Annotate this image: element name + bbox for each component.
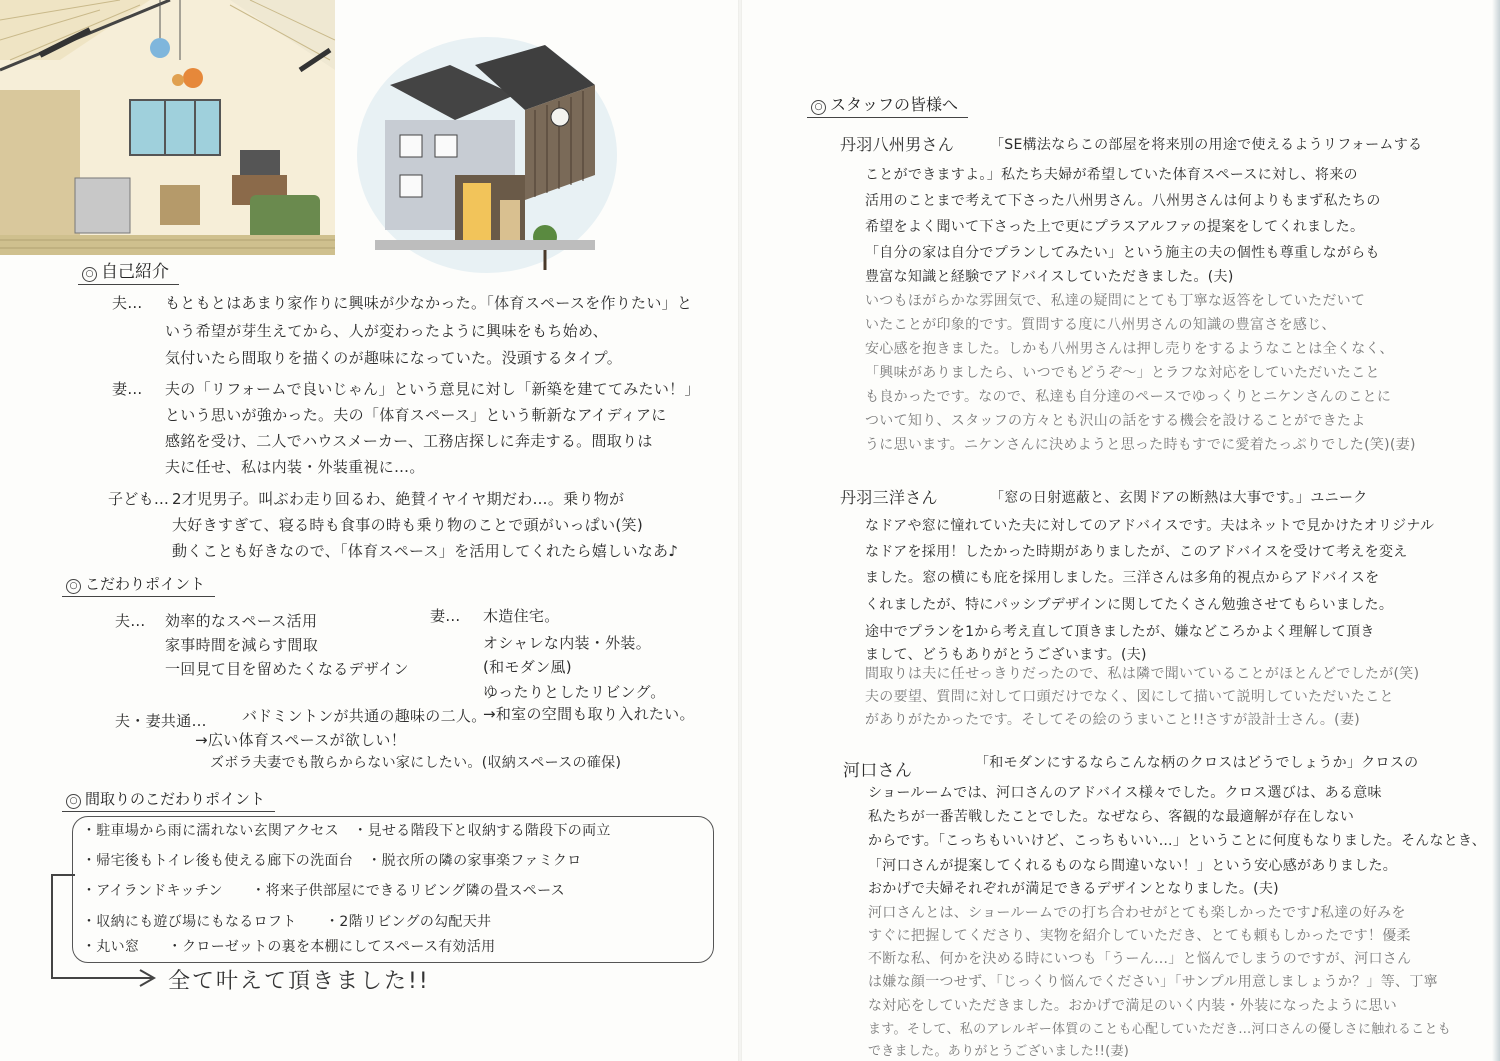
wife-label: 妻… [112,380,143,398]
staff2-line-6: 途中でプランを1から考え直して頂きましたが、嫌などころかよく理解して頂き [865,624,1375,640]
staff3-wife-line-7: できました。ありがとうございました!!(妻) [868,1044,1130,1059]
points-both-label: 夫・妻共通… [115,712,207,730]
staff1-wife-line-3: 安心感を抱きました。しかも八州男さんは押し売りをするようなことは全くなく、 [865,341,1394,357]
points-husband-item-1: 効率的なスペース活用 [165,612,318,630]
staff3-wife-line-2: すぐに把握してくださり、実物を紹介していただき、とても頼もしかったです！優柔 [868,928,1411,944]
staff2-wife-line-2: 夫の要望、質問に対して口頭だけでなく、図にして描いて説明していただいたこと [865,689,1394,705]
husband-line-3: 気付いたら間取りを描くのが趣味になっていた。没頭するタイプ。 [165,349,623,367]
layout-heading: ○ 間取りのこだわりポイント [62,788,275,812]
staff3-line-4: からです。「こっちもいいけど、こっちもいい…」ということに何度もなりました。そんなとき、 [868,833,1486,849]
points-both-text: バドミントンが共通の趣味の二人。 [242,707,487,725]
points-husband-label: 夫… [115,612,146,630]
staff3-line-2: ショールームでは、河口さんのアドバイス様々でした。クロス選びは、ある意味 [868,785,1382,801]
staff1-line-5: 「自分の家は自分でプランしてみたい」という施主の夫の個性も尊重しながらも [865,245,1380,261]
staff1-line-6: 豊富な知識と経験でアドバイスしていただきました。(夫) [865,269,1234,285]
husband-label: 夫… [112,294,143,312]
staff3-wife-line-5: な対応をしていただきました。おかげで満足のいく内装・外装になったように思い [868,998,1398,1014]
left-page [0,0,740,1061]
child-label: 子ども… [108,490,170,508]
staff3-line-1: 「和モダンにするならこんな柄のクロスはどうでしょうか」クロスの [975,755,1419,771]
staff-heading: ○ スタッフの皆様へ [807,92,968,118]
staff2-line-2: なドアや窓に憧れていた夫に対してのアドバイスです。夫はネットで見かけたオリジナル [865,518,1435,534]
child-line-3: 動くことも好きなので、「体育スペース」を活用してくれたら嬉しいなあ♪ [172,542,679,560]
points-wife-item-1: 木造住宅。 [483,607,560,625]
staff1-wife-line-7: うに思います。ニケンさんに決めようと思った時もすでに愛着たっぷりでした(笑)(妻) [865,437,1416,453]
points-both-sub-2: ズボラ夫妻でも散らからない家にしたい。(収納スペースの確保) [210,755,622,771]
husband-line-2: いう希望が芽生えてから、人が変わったように興味をもち始め、 [165,322,608,340]
staff1-line-4: 希望をよく聞いて下さった上で更にプラスアルファの提案をしてくれました。 [865,219,1365,235]
staff3-name: 河口さん [843,761,913,781]
points-wife-item-4: ゆったりとしたリビング。 [483,683,666,701]
layout-item-2: ・帰宅後もトイレ後も使える廊下の洗面台 ・脱衣所の隣の家事楽ファミクロ [82,853,582,869]
intro-heading: ○ 自己紹介 [78,257,179,285]
points-heading: ○ こだわりポイント [62,573,215,597]
layout-item-1: ・駐車場から雨に濡れない玄関アクセス ・見せる階段下と収納する階段下の両立 [82,823,611,839]
staff3-line-5: 「河口さんが提案してくれるものなら間違いない！」という安心感がありました。 [868,858,1398,874]
right-page [740,0,1500,1061]
staff1-name: 丹羽八州男さん [840,135,955,154]
points-both-sub-1: →広い体育スペースが欲しい！ [195,731,407,749]
staff1-wife-line-2: いたことが印象的です。質問する度に八州男さんの知識の豊富さを感じ、 [865,317,1336,333]
staff2-wife-line-1: 間取りは夫に任せっきりだったので、私は隣で聞いていることがほとんどでしたが(笑) [865,666,1420,682]
layout-item-4: ・収納にも遊び場にもなるロフト ・2階リビングの勾配天井 [82,914,492,930]
staff1-line-3: 活用のことまで考えて下さった八州男さん。八州男さんは何よりもまず私たちの [865,193,1381,209]
staff3-wife-line-3: 不断な私、何かを決める時にいつも「うーん…」と悩んでしまうのですが、河口さん [868,951,1412,967]
staff2-wife-line-3: がありがたかったです。そしてその絵のうまいこと!!さすが設計士さん。(妻) [865,712,1360,728]
points-husband-item-2: 家事時間を減らす間取 [165,636,319,654]
points-husband-item-3: 一回見て目を留めたくなるデザイン [165,660,409,678]
wife-line-4: 夫に任せ、私は内装・外装重視に…。 [165,458,425,476]
staff3-wife-line-1: 河口さんとは、ショールームでの打ち合わせがとても楽しかったです♪私達の好みを [868,905,1406,921]
staff2-line-7: まして、どうもありがとうございます。(夫) [865,647,1147,663]
staff1-wife-line-4: 「興味がありましたら、いつでもどうぞ〜」とラフな対応をしていただいたこと [865,365,1380,381]
child-line-2: 大好きすぎて、寝る時も食事の時も乗り物のことで頭がいっぱい(笑) [172,516,644,534]
staff2-line-4: ました。窓の横にも庇を採用しました。三洋さんは多角的視点からアドバイスを [865,570,1380,586]
staff3-wife-line-6: ます。そして、私のアレルギー体質のことも心配していただき…河口さんの優しさに触れることも [868,1022,1452,1037]
staff3-line-6: おかげで夫婦それぞれが満足できるデザインとなりました。(夫) [868,881,1279,897]
staff1-wife-line-5: も良かったです。なので、私達も自分達のペースでゆっくりとニケンさんのことに [865,389,1392,405]
staff1-line-2: ことができますよ。」私たち夫婦が希望していた体育スペースに対し、将来の [865,167,1358,183]
layout-conclusion: 全て叶えて頂きました!! [168,969,430,994]
points-wife-item-2: オシャレな内装・外装。 [483,634,652,652]
points-wife-item-3: (和モダン風) [483,658,572,676]
staff2-line-3: なドアを採用！したかった時期がありましたが、このアドバイスを受けて考えを変え [865,544,1408,560]
wife-line-3: 感銘を受け、二人でハウスメーカー、工務店探しに奔走する。間取りは [165,432,653,450]
staff3-line-3: 私たちが一番苦戦したことでした。なぜなら、客観的な最適解が存在しない [868,809,1355,825]
husband-line-1: もともとはあまり家作りに興味が少なかった。「体育スペースを作りたい」と [165,294,693,312]
points-wife-label: 妻… [430,607,461,625]
layout-item-3: ・アイランドキッチン ・将来子供部屋にできるリビング隣の畳スペース [82,883,565,899]
interior-sketch [0,0,335,260]
wife-line-1: 夫の「リフォームで良いじゃん」という意見に対し「新築を建ててみたい！」 [165,380,700,398]
staff2-line-1: 「窓の日射遮蔽と、玄関ドアの断熱は大事です。」ユニーク [990,490,1368,506]
wife-line-2: という思いが強かった。夫の「体育スペース」という斬新なアイディアに [165,406,667,424]
staff1-wife-line-1: いつもほがらかな雰囲気で、私達の疑問にとても丁寧な返答をしていただいて [865,293,1366,309]
staff1-wife-line-6: ついて知り、スタッフの方々とも沢山の話をする機会を設けることができたよ [865,413,1366,429]
staff3-wife-line-4: は嫌な顔一つせず、「じっくり悩んでください」「サンプル用意しましょうか？」等、丁寧 [868,974,1438,990]
staff2-name: 丹羽三洋さん [840,488,938,507]
conclusion-arrow [40,870,170,990]
staff2-line-5: くれましたが、特にパッシブデザインに関してたくさん勉強させてもらいました。 [865,597,1394,613]
points-wife-item-5: →和室の空間も取り入れたい。 [483,705,695,723]
layout-item-5: ・丸い窓 ・クローゼットの裏を本棚にしてスペース有効活用 [82,939,496,955]
child-line-1: 2才児男子。叫ぶわ走り回るわ、絶賛イヤイヤ期だわ…。乗り物が [172,490,625,508]
house-exterior-sketch [355,25,620,275]
staff1-line-1: 「SE構法ならこの部屋を将来別の用途で使えるようリフォームする [990,137,1423,153]
